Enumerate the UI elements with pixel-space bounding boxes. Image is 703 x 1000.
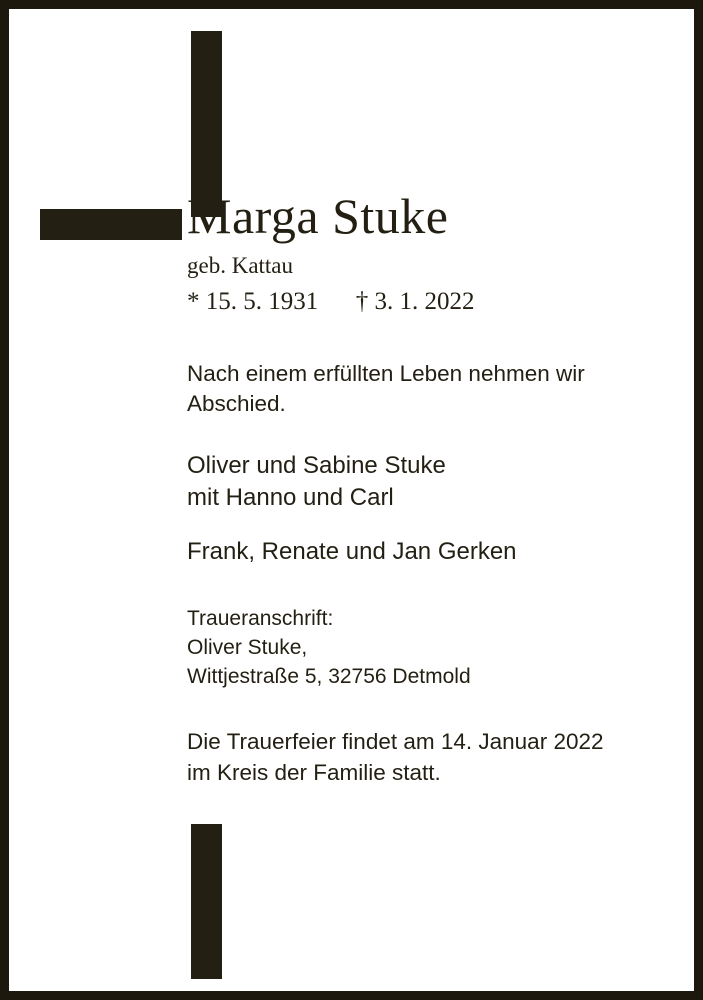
ceremony-line-2: im Kreis der Familie statt. [187, 760, 441, 785]
family-group-1 [187, 450, 687, 514]
family-group-2 [187, 536, 687, 568]
obituary-content [187, 187, 687, 788]
ceremony-line-1: Die Trauerfeier findet am 14. Januar 2022 [187, 729, 604, 754]
mourning-address-line-2: Wittjestraße 5, 32756 Detmold [187, 665, 471, 688]
ceremony-info [187, 726, 687, 788]
farewell-message-line-1: Nach einem erfüllten Leben nehmen wir [187, 361, 585, 386]
deceased-name: Marga Stuke [187, 188, 449, 244]
cross-icon-vertical-bottom [191, 824, 222, 979]
birth-death-dates: * 15. 5. 1931 † 3. 1. 2022 [187, 288, 475, 315]
family-line-secondary: mit Hanno und Carl [187, 484, 394, 511]
cross-icon-horizontal [40, 209, 182, 240]
maiden-name: geb. Kattau [187, 253, 294, 278]
family-line-primary: Frank, Renate und Jan Gerken [187, 538, 517, 565]
family-line-primary: Oliver und Sabine Stuke [187, 452, 446, 479]
obituary-inner [9, 9, 694, 991]
mourning-address-line-1: Oliver Stuke, [187, 636, 308, 659]
farewell-message-line-2: Abschied. [187, 391, 286, 416]
farewell-message [187, 359, 687, 419]
mourning-address-label: Traueranschrift: [187, 607, 334, 630]
family-names [187, 450, 687, 568]
mourning-address [187, 604, 687, 691]
